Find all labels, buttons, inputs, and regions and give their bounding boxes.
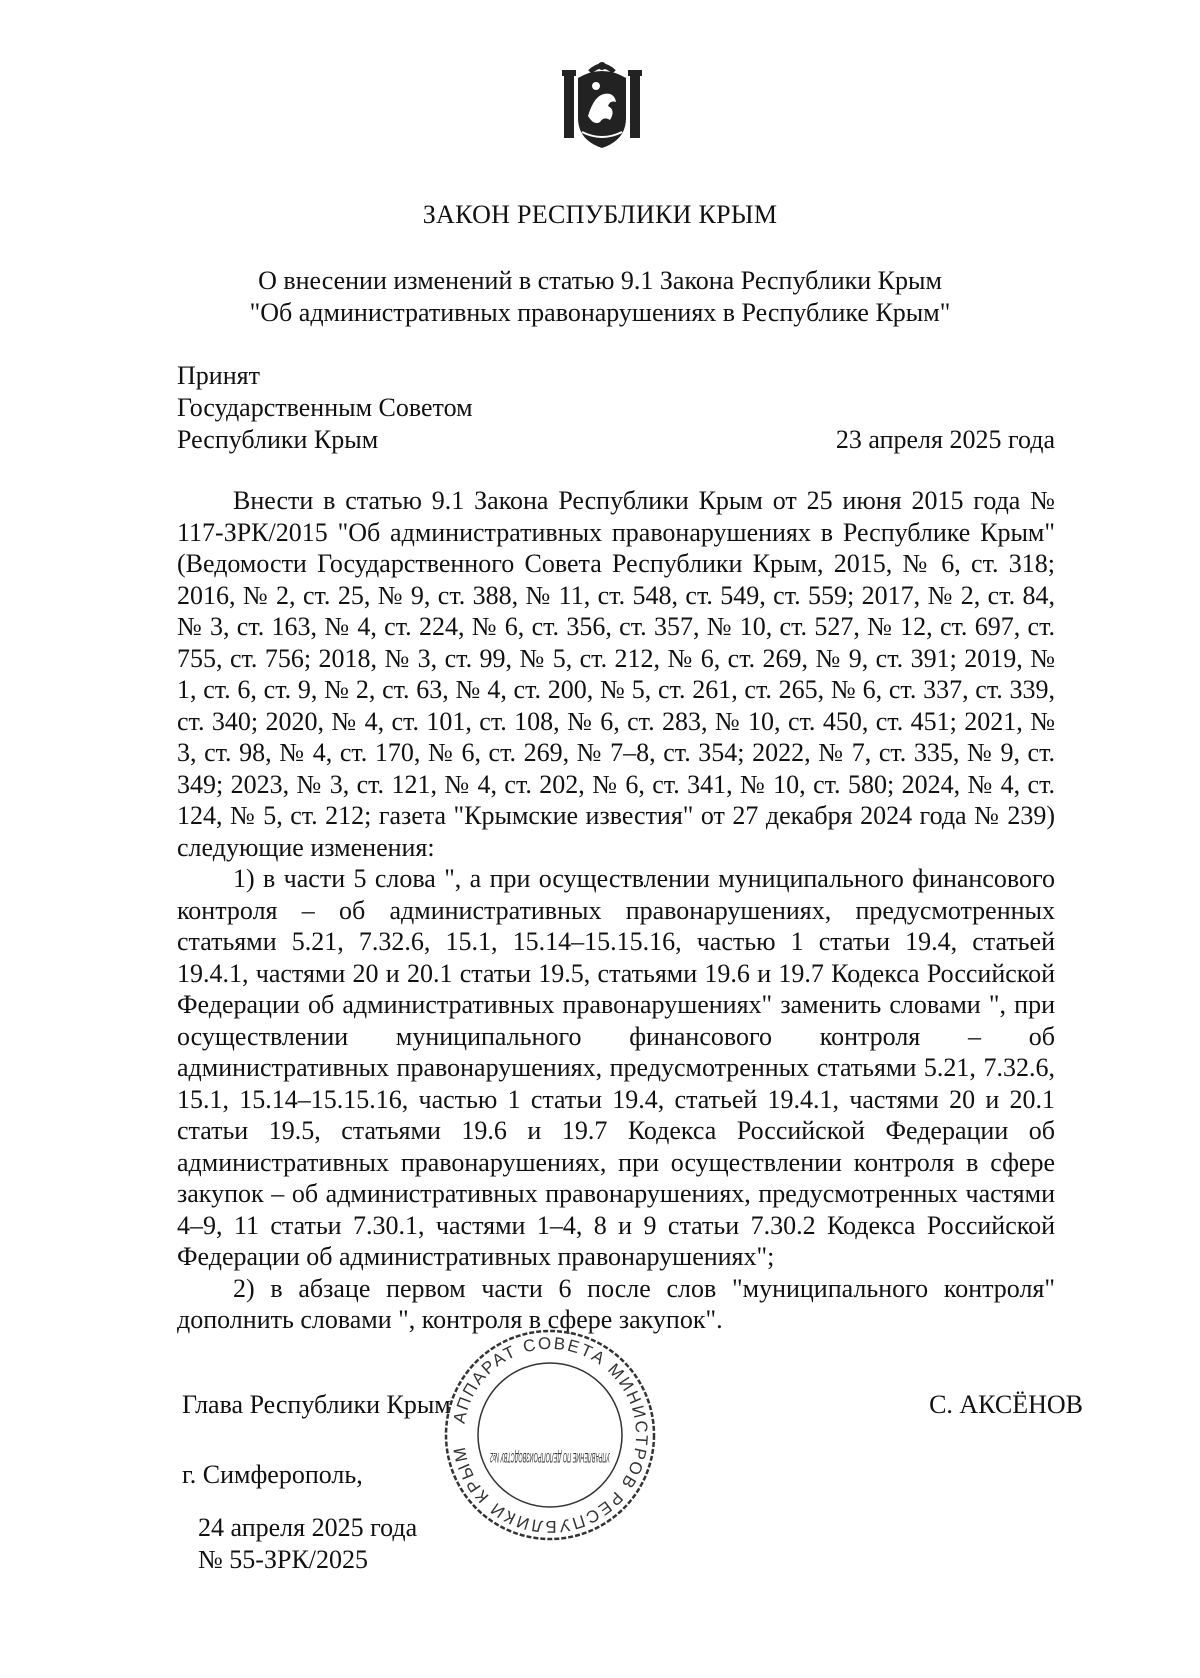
city: г. Симферополь,: [182, 1460, 363, 1489]
round-seal-stamp-icon: [440, 1325, 660, 1545]
adoption-block: [177, 360, 473, 456]
sign-date-block: [198, 1512, 417, 1576]
adoption-line-1: Принят: [177, 361, 260, 390]
amendment-item-1: 1) в части 5 слова ", а при осуществлении муниципального финансового контроля – об административных правонарушениях, предусмотренных статьями 5.21, 7.32.6, 15.1, 15.14–15.15.16, частью 1 статьи 19.4, статьей 19.4.1, частями 20 и 20.1 статьи 19.5, статьями 19.6 и 19.7 Кодекса Российской Федерации об административных правонарушениях" заменить словами ", при осуществлении муниципального финансового контроля – об административных правонарушениях, предусмотренных статьями 5.21, 7.32.6, 15.1, 15.14–15.15.16, частью 1 статьи 19.4, статьей 19.4.1, частями 20 и 20.1 статьи 19.5, статьями 19.6 и 19.7 Кодекса Российской Федерации об административных правонарушениях, при осуществлении контроля в сфере закупок – об административных правонарушениях, предусмотренных частями 4–9, 11 статьи 7.30.1, частями 1–4, 8 и 9 статьи 7.30.2 Кодекса Российской Федерации об административных правонарушениях";: [177, 864, 1055, 1271]
adoption-line-2: Государственным Советом: [177, 393, 473, 422]
sign-date: 24 апреля 2025 года: [198, 1513, 418, 1542]
subtitle-line-2: "Об административных правонарушениях в Республике Крым": [249, 298, 951, 327]
signer-title: Глава Республики Крым: [182, 1390, 451, 1419]
law-body: [177, 485, 1055, 1336]
law-subtitle: [0, 265, 1200, 329]
stamp-outer-text: АППАРАТ СОВЕТА МИНИСТРОВ РЕСПУБЛИКИ КРЫМ: [449, 1333, 652, 1537]
subtitle-line-1: О внесении изменений в статью 9.1 Закона Республики Крым: [258, 266, 942, 295]
crimea-coat-of-arms-icon: [560, 60, 644, 150]
law-title: ЗАКОН РЕСПУБЛИКИ КРЫМ: [422, 200, 778, 229]
amendment-item-2: 2) в абзаце первом части 6 после слов "муниципального контроля" дополнить словами ", контроля в сфере закупок".: [177, 1273, 1055, 1334]
signer-name: С. АКСЁНОВ: [929, 1390, 1083, 1419]
intro-paragraph: Внести в статью 9.1 Закона Республики Крым от 25 июня 2015 года № 117-ЗРК/2015 "Об административных правонарушениях в Республике Крым" (Ведомости Государственного Совета Республики Крым, 2015, № 6, ст. 318; 2016, № 2, ст. 25, № 9, ст. 388, № 11, ст. 548, ст. 549, ст. 559; 2017, № 2, ст. 84, № 3, ст. 163, № 4, ст. 224, № 6, ст. 356, ст. 357, № 10, ст. 527, № 12, ст. 697, ст. 755, ст. 756; 2018, № 3, ст. 99, № 5, ст. 212, № 6, ст. 269, № 9, ст. 391; 2019, № 1, ст. 6, ст. 9, № 2, ст. 63, № 4, ст. 200, № 5, ст. 261, ст. 265, № 6, ст. 337, ст. 339, ст. 340; 2020, № 4, ст. 101, ст. 108, № 6, ст. 283, № 10, ст. 450, ст. 451; 2021, № 3, ст. 98, № 4, ст. 170, № 6, ст. 269, № 7–8, ст. 354; 2022, № 7, ст. 335, № 9, ст. 349; 2023, № 3, ст. 121, № 4, ст. 202, № 6, ст. 341, № 10, ст. 580; 2024, № 4, ст. 124, № 5, ст. 212; газета "Крымские известия" от 27 декабря 2024 года № 239) следующие изменения:: [177, 486, 1055, 862]
adoption-line-3: Республики Крым: [177, 425, 379, 454]
stamp-inner-text: УПРАВЛЕНИЕ ПО ДЕЛОПРОИЗВОДСТВУ №2: [489, 1450, 611, 1466]
svg-text:АППАРАТ СОВЕТА МИНИСТРОВ РЕСПУ: [449, 1334, 651, 1536]
law-number: № 55-ЗРК/2025: [198, 1545, 369, 1574]
adoption-date: 23 апреля 2025 года: [835, 425, 1055, 454]
